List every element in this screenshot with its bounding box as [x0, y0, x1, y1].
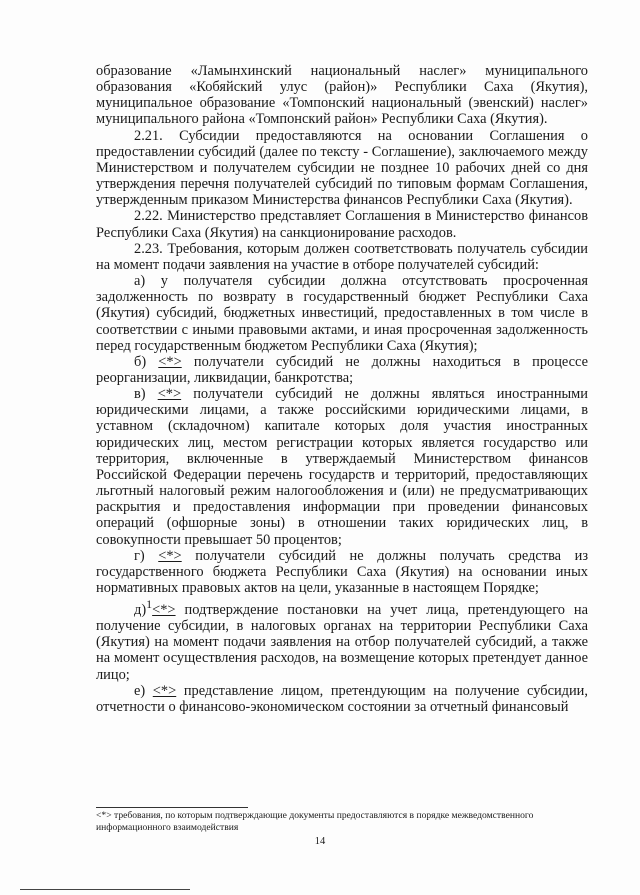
footnote: <*> требования, по которым подтверждающие документы предоставляются в порядке межведомственного информационного взаимодействия: [96, 810, 534, 833]
footnote-mark: <*>: [158, 353, 182, 370]
scan-edge-line: [20, 889, 190, 890]
paragraph-2-23: 2.23. Требования, которым должен соответствовать получатель субсидии на момент подачи заявления на участие в отборе получателей субсидий:: [96, 240, 588, 273]
superscript-number: 1: [146, 597, 153, 612]
paragraph-2-21: 2.21. Субсидии предоставляются на основании Соглашения о предоставлении субсидий (далее по тексту - Соглашение), заключаемого между Министерством и получателем субсидии не позднее 10 рабочих дней со дня утверждения перечня получателей субсидий по типовым формам Соглашения, утвержденным приказом Министерства финансов Республики Саха (Якутия).: [96, 127, 588, 209]
body-text: [96, 63, 588, 715]
footnote-mark: <*>: [152, 601, 176, 618]
paragraph-continuation: образование «Ламынхинский национальный наслег» муниципального образования «Кобяйский улус (район)» Республики Саха (Якутия), муниципальное образование «Томпонский национальный (эвенский) наслег» муниципального района «Томпонский район» Республики Саха (Якутия).: [96, 63, 588, 128]
footnote-mark: <*>: [158, 547, 182, 564]
item-e: е) <*> представление лицом, претендующим на получение субсидии, отчетности о финансово-экономическом состоянии за отчетный финансовый: [96, 682, 588, 715]
footnote-mark: <*>: [157, 386, 182, 403]
paragraph-2-22: 2.22. Министерство представляет Соглашения в Министерство финансов Республики Саха (Якутия) на санкционирование расходов.: [96, 208, 588, 241]
item-v: в) <*> получатели субсидий не должны являться иностранными юридическими лицами, а также российскими юридическими лицами, в уставном (складочном) капитале которых доля участия иностранных юридических лиц, местом регистрации которых является государство или территория, включенные в утверждаемый Министерством финансов Российской Федерации перечень государств и территорий, предоставляющих льготный налоговый режим налогообложения и (или) не предусматривающих раскрытия и предоставления информации при проведении финансовых операций (офшорные зоны) в отношении таких юридических лиц, в совокупности превышает 50 процентов;: [96, 386, 588, 548]
item-d1: д)$^1$<*> подтверждение постановки на учет лица, претендующего на получение субсидии, в налоговых органах на территории Республики Саха (Якутия) на момент подачи заявления на отбор получателей субсидий, а также на момент осуществления расходов, на возмещение которых претендует данное лицо;: [96, 597, 588, 683]
footnote-mark: <*>: [152, 682, 177, 699]
page-number: 14: [314, 836, 326, 847]
item-a: а) у получателя субсидии должна отсутствовать просроченная задолженность по возврату в государственный бюджет Республики Саха (Якутия) субсидий, бюджетных инвестиций, предоставленных в том числе в соответствии с иными правовыми актами, и иная просроченная задолженность перед государственным бюджетом Республики Саха (Якутия);: [96, 273, 588, 354]
item-g: г) <*> получатели субсидий не должны получать средства из государственного бюджета Республики Саха (Якутия) на основании иных нормативных правовых актов на цели, указанные в настоящем Порядке;: [96, 547, 588, 596]
item-b: б) <*> получатели субсидий не должны находиться в процессе реорганизации, ликвидации, банкротства;: [96, 353, 588, 386]
footnote-divider: [96, 807, 248, 808]
